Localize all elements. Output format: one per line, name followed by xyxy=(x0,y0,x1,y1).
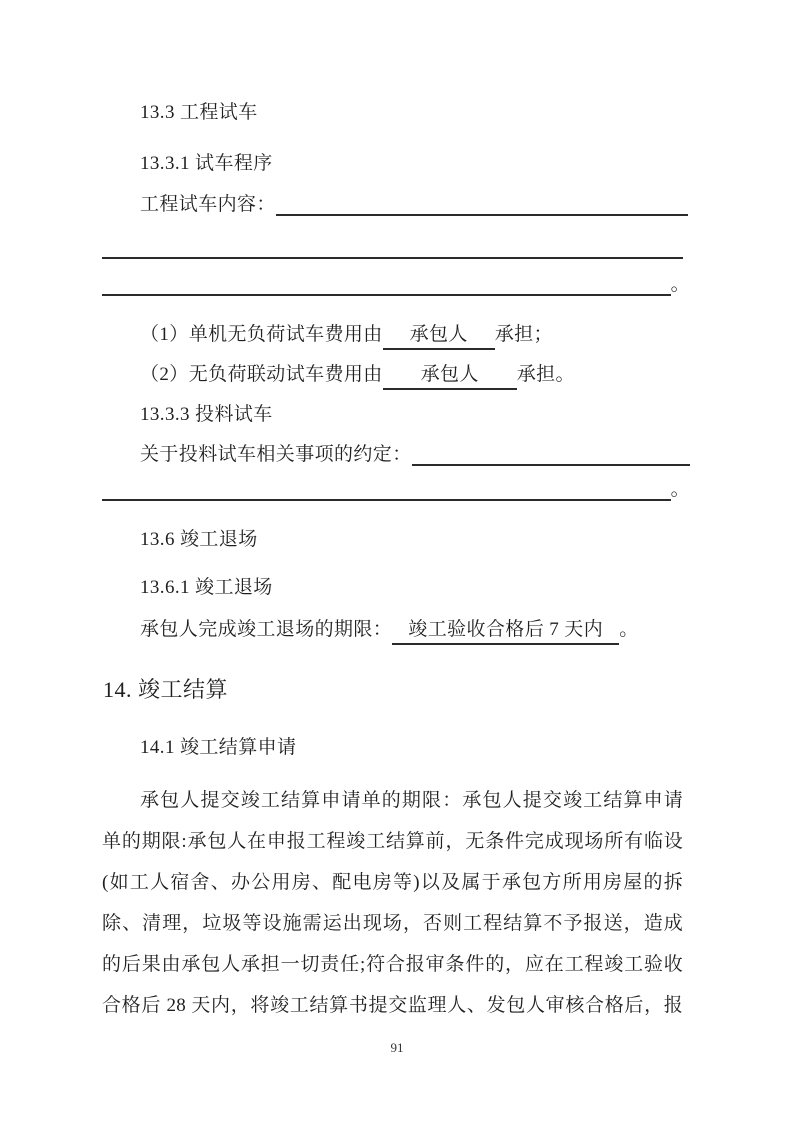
clause-2-prefix: （2）无负荷联动试车费用由 xyxy=(140,364,383,385)
period-mark: 。 xyxy=(670,479,690,500)
exit-deadline-prefix: 承包人完成竣工退场的期限： xyxy=(140,619,393,640)
blank-line-with-period xyxy=(102,477,690,503)
heading-13-3: 13.3 工程试车 xyxy=(140,102,258,123)
agreement-line xyxy=(140,442,690,468)
exit-deadline-suffix: 。 xyxy=(619,619,639,640)
agreement-label: 关于投料试车相关事项的约定： xyxy=(140,444,412,465)
clause-1-fill: 承包人 xyxy=(383,322,495,350)
paragraph-line: 承包人提交竣工结算申请单的期限：承包人提交竣工结算申请 xyxy=(140,790,683,811)
paragraph-line: 的后果由承包人承担一切责任;符合报审条件的，应在工程竣工验收 xyxy=(102,954,683,975)
heading-14-1: 14.1 竣工结算申请 xyxy=(140,737,297,758)
heading-13-3-3: 13.3.3 投料试车 xyxy=(140,404,273,425)
clause-2-fill: 承包人 xyxy=(383,362,517,390)
paragraph-line: (如工人宿舍、办公用房、配电房等)以及属于承包方所用房屋的拆 xyxy=(102,872,683,893)
clause-item-1 xyxy=(140,322,553,350)
clause-2-suffix: 承担。 xyxy=(516,364,575,385)
blank-underline xyxy=(276,192,688,216)
blank-line-full xyxy=(102,257,683,259)
settlement-paragraph xyxy=(102,780,683,1026)
blank-underline xyxy=(102,477,671,501)
exit-deadline-fill: 竣工验收合格后 7 天内 xyxy=(392,617,619,645)
blank-underline xyxy=(102,272,671,296)
paragraph-line: 除、清理，垃圾等设施需运出现场，否则工程结算不予报送，造成 xyxy=(102,913,683,934)
heading-13-6: 13.6 竣工退场 xyxy=(140,529,258,550)
paragraph-line: 单的期限:承包人在申报工程竣工结算前，无条件完成现场所有临设 xyxy=(102,831,683,852)
test-content-line xyxy=(140,192,688,218)
paragraph-line: 合格后 28 天内，将竣工结算书提交监理人、发包人审核合格后，报 xyxy=(102,995,683,1016)
clause-1-suffix: 承担； xyxy=(494,324,553,345)
clause-item-2 xyxy=(140,362,575,390)
heading-13-6-1: 13.6.1 竣工退场 xyxy=(140,577,273,598)
exit-deadline-line xyxy=(140,617,639,645)
period-mark: 。 xyxy=(670,274,690,295)
clause-1-prefix: （1）单机无负荷试车费用由 xyxy=(140,324,383,345)
heading-14: 14. 竣工结算 xyxy=(103,677,229,702)
blank-underline xyxy=(412,442,690,466)
heading-13-3-1: 13.3.1 试车程序 xyxy=(140,153,273,174)
blank-line-with-period xyxy=(102,272,690,298)
test-content-label: 工程试车内容： xyxy=(140,194,276,215)
page-number: 91 xyxy=(390,1040,404,1055)
